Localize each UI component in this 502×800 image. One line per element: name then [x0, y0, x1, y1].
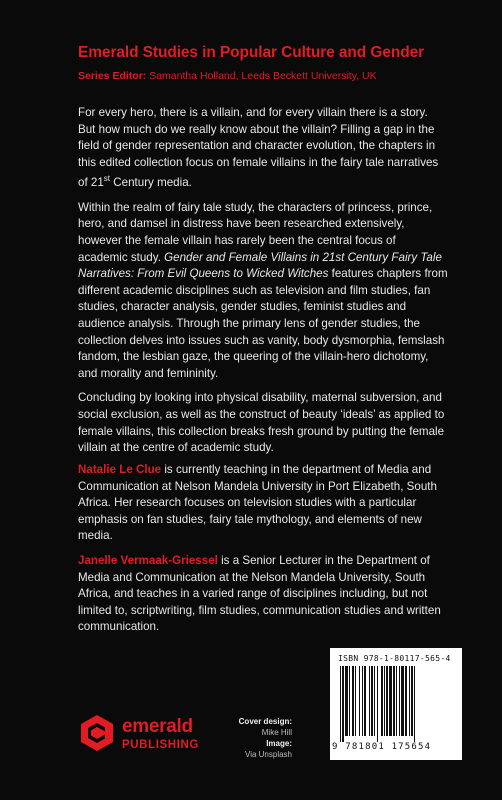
series-editor-value: Samantha Holland, Leeds Beckett University, UK	[149, 70, 377, 82]
book-title: Gender and Female Villains in 21st Century Fairy Tale Narratives: From Evil Queens to Wicked Witches	[78, 250, 442, 281]
logo-word-publishing: PUBLISHING	[122, 739, 199, 751]
emerald-logo-icon	[80, 714, 114, 752]
credits	[232, 716, 292, 760]
cover-design-label: Cover design:	[238, 717, 292, 726]
emerald-publishing-logo	[80, 712, 220, 760]
series-editor	[78, 70, 377, 82]
image-label: Image:	[266, 739, 292, 748]
cover-design-value: Mike Hill	[261, 728, 292, 737]
bio-natalie-le-clue: Natalie Le Clue is currently teaching in the department of Media and Communication at Nelson Mandela University in Port Elizabeth, South Africa. Her research focuses on television studies with a particular emphasis on fan studies, fairy tale mythology, and elements of new media.	[78, 463, 437, 543]
series-title: Emerald Studies in Popular Culture and Gender	[78, 44, 425, 61]
blurb-paragraph-1: For every hero, there is a villain, and for every villain there is a story. But how much do we really know about the villain? Filling a gap in the field of gender representation and character evolution, the chapters in this edited collection focus on female villains in the fairy tale narratives of 21st Century media.	[78, 106, 439, 190]
image-value: Via Unsplash	[245, 750, 292, 759]
author-name: Natalie Le Clue	[78, 463, 162, 476]
barcode-digits: 9 781801 175654	[332, 742, 432, 752]
blurb	[78, 105, 448, 465]
isbn-text: ISBN 978-1-80117-565-4	[338, 654, 451, 663]
author-name: Janelle Vermaak-Griessel	[78, 553, 218, 567]
blurb-paragraph-3: Concluding by looking into physical disability, maternal subversion, and social exclusion, as well as the construct of beauty ‘ideals’ as applied to female villains, this collection breaks fresh ground by putting the female villain at the centre of academic study.	[78, 391, 445, 455]
barcode-box	[330, 648, 462, 760]
logo-word-emerald: emerald	[122, 716, 193, 737]
series-editor-label: Series Editor:	[78, 70, 147, 82]
barcode-icon	[338, 666, 454, 742]
bio-janelle-vermaak-griessel: Janelle Vermaak-Griessel is a Senior Lecturer in the Department of Media and Communication at the Nelson Mandela University, South Africa, and teaches in a varied range of disciplines including, but not limited to, scriptwriting, film studies, communication studies and written communication.	[78, 553, 441, 634]
author-bios	[78, 462, 448, 644]
blurb-paragraph-2: Within the realm of fairy tale study, the characters of princess, prince, hero, and damsel in distress have been researched extensively, however the female villain has rarely been the central focus of academic study. Gender and Female Villains in 21st Century Fairy Tale Narratives: From Evil Queens to Wicked Witches features chapters from different academic disciplines such as television and film studies, fan studies, character analysis, gender studies, feminist studies and audience analysis. Through the primary lens of gender studies, the collection delves into issues such as vanity, body dysmorphia, femslash fandom, the lesbian gaze, the queering of the villain-hero dichotomy, and morality and femininity.	[78, 200, 448, 380]
